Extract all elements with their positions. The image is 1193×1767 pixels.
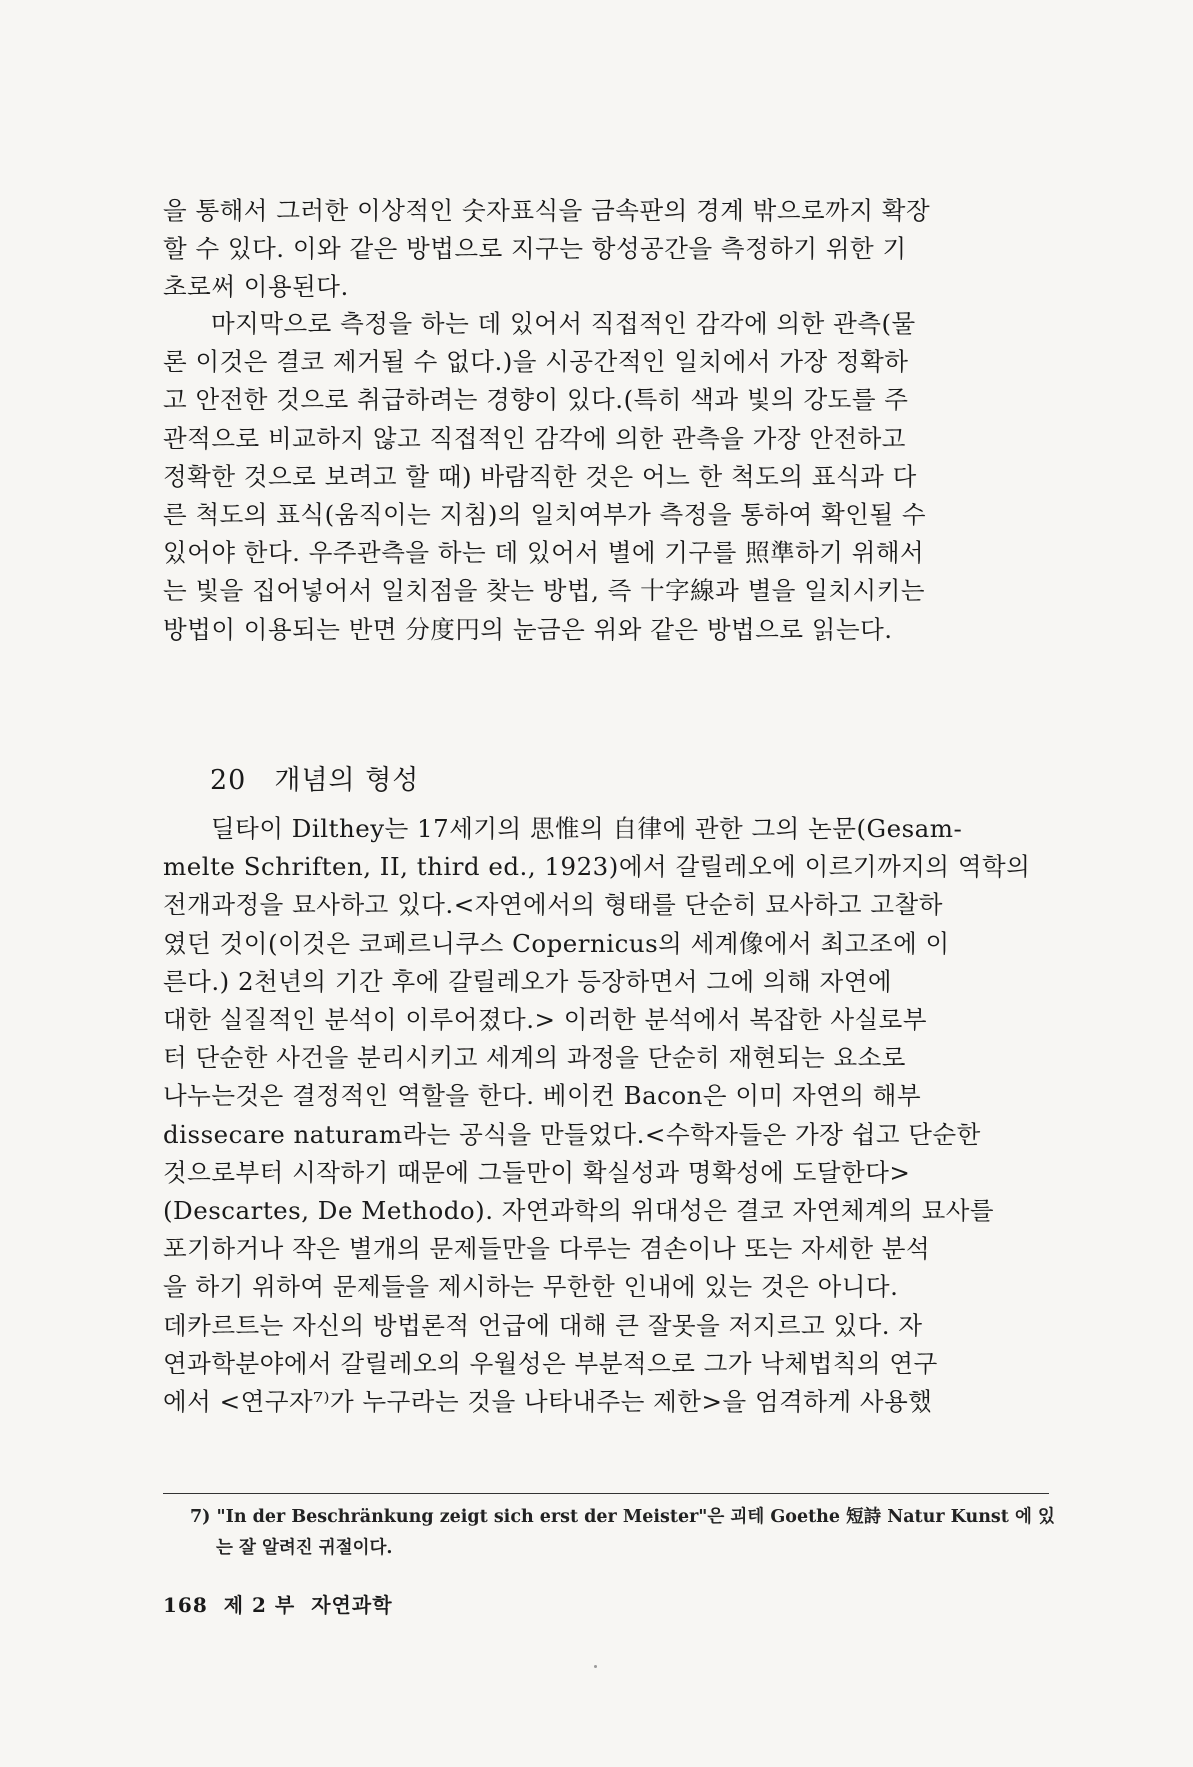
text-line: 대한 실질적인 분석이 이루어졌다.> 이러한 분석에서 복잡한 사실로부 (163, 1005, 928, 1035)
text-line: 마지막으로 측정을 하는 데 있어서 직접적인 감각에 의한 관측(물 (211, 309, 916, 338)
text-line: 전개과정을 묘사하고 있다.<자연에서의 형태를 단순히 묘사하고 고찰하 (163, 890, 943, 920)
text-line: 른 척도의 표식(움직이는 지침)의 일치여부가 측정을 통하여 확인될 수 (163, 500, 927, 530)
footnote-line: 는 잘 알려진 귀절이다. (216, 1538, 393, 1558)
text-line: 연과학분야에서 갈릴레오의 우월성은 부분적으로 그가 낙체법칙의 연구 (163, 1348, 938, 1378)
paragraph-measurement (163, 305, 1049, 649)
text-line: 였던 것이(이것은 코페르니쿠스 Copernicus의 세계像에서 최고조에 이 (163, 928, 950, 958)
text-line: 른다.) 2천년의 기간 후에 갈릴레오가 등장하면서 그에 의해 자연에 (163, 966, 893, 996)
footnote (190, 1502, 1055, 1564)
section-title: 개념의 형성 (274, 765, 420, 796)
text-line: 초로써 이용된다. (163, 272, 349, 302)
text-line: (Descartes, De Methodo). 자연과학의 위대성은 결코 자연체계의 묘사를 (163, 1196, 995, 1226)
text-line: 정확한 것으로 보려고 할 때) 바람직한 것은 어느 한 척도의 표식과 다 (163, 461, 917, 491)
paragraph-concept-formation (163, 810, 1049, 1421)
footnote-divider (163, 1493, 1049, 1494)
page-number: 168 (163, 1593, 208, 1617)
footnote-line: 7) "In der Beschränkung zeigt sich erst der Meister"은 괴테 Goethe 短詩 Natur Kunst 에 있 (190, 1507, 1055, 1527)
text-line: 것으로부터 시작하기 때문에 그들만이 확실성과 명확성에 도달한다> (163, 1157, 911, 1187)
text-line: 는 빛을 집어넣어서 일치점을 찾는 방법, 즉 十字線과 별을 일치시키는 (163, 576, 926, 606)
text-line: 터 단순한 사건을 분리시키고 세계의 과정을 단순히 재현되는 요소로 (163, 1043, 906, 1073)
text-line: dissecare naturam라는 공식을 만들었다.<수학자들은 가장 쉽고 단순한 (163, 1119, 981, 1149)
text-line: melte Schriften, II, third ed., 1923)에서 갈릴레오에 이르기까지의 역학의 (163, 852, 1031, 882)
text-line: 론 이것은 결코 제거될 수 없다.)을 시공간적인 일치에서 가장 정확하 (163, 347, 909, 377)
text-line: 을 통해서 그러한 이상적인 숫자표식을 금속판의 경계 밖으로까지 확장 (163, 196, 931, 225)
text-line: 할 수 있다. 이와 같은 방법으로 지구는 항성공간을 측정하기 위한 기 (163, 234, 907, 264)
text-line: 나누는것은 결정적인 역할을 한다. 베이컨 Bacon은 이미 자연의 해부 (163, 1081, 922, 1111)
text-line: 방법이 이용되는 반면 分度円의 눈금은 위와 같은 방법으로 읽는다. (163, 614, 893, 644)
text-line: 딜타이 Dilthey는 17세기의 思惟의 自律에 관한 그의 논문(Gesam- (211, 814, 963, 843)
text-line: 있어야 한다. 우주관측을 하는 데 있어서 별에 기구를 照準하기 위해서 (163, 538, 925, 568)
page-footer (163, 1589, 393, 1618)
scan-speck (594, 1665, 597, 1668)
text-line: 데카르트는 자신의 방법론적 언급에 대해 큰 잘못을 저지르고 있다. 자 (163, 1310, 923, 1340)
text-line: 에서 <연구자⁷⁾가 누구라는 것을 나타내주는 제한>을 엄격하게 사용했 (163, 1387, 933, 1417)
paragraph-continued (163, 192, 1049, 307)
text-line: 포기하거나 작은 별개의 문제들만을 다루는 겸손이나 또는 자세한 분석 (163, 1234, 931, 1264)
section-number: 20 (210, 765, 247, 796)
text-line: 고 안전한 것으로 취급하려는 경향이 있다.(특히 색과 빛의 강도를 주 (163, 385, 909, 415)
text-line: 관적으로 비교하지 않고 직접적인 감각에 의한 관측을 가장 안전하고 (163, 423, 906, 453)
section-heading (210, 758, 419, 797)
text-line: 을 하기 위하여 문제들을 제시하는 무한한 인내에 있는 것은 아니다. (163, 1272, 899, 1302)
running-title: 자연과학 (311, 1593, 393, 1617)
part-label: 제 2 부 (223, 1593, 296, 1617)
